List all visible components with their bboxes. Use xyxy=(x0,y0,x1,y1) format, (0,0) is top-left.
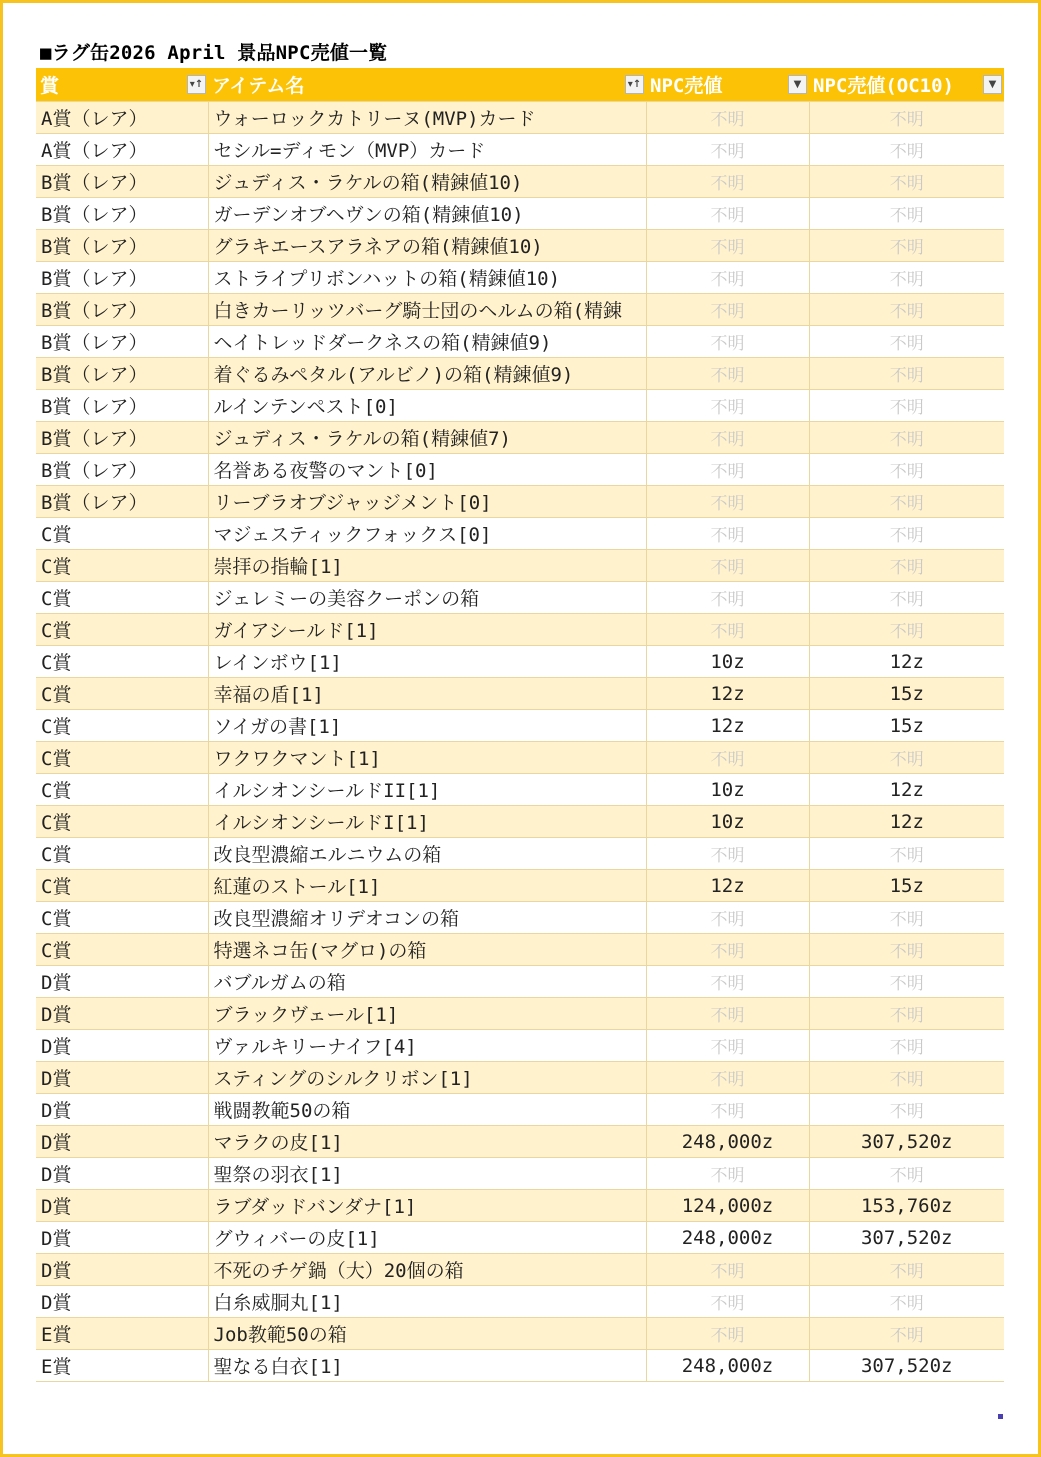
prize-cell: B賞（レア） xyxy=(36,358,208,390)
npc-price-cell: 不明 xyxy=(646,934,809,966)
item-name-cell: 不死のチゲ鍋（大）20個の箱 xyxy=(208,1254,646,1286)
item-name-cell: イルシオンシールドII[1] xyxy=(208,774,646,806)
npc-price-cell: 不明 xyxy=(646,518,809,550)
table-row xyxy=(36,1062,1004,1094)
item-name-cell: イルシオンシールドI[1] xyxy=(208,806,646,838)
item-name-cell: セシル=ディモン（MVP）カード xyxy=(208,134,646,166)
npc-price-cell: 12z xyxy=(646,710,809,742)
npc-price-oc10-cell: 不明 xyxy=(809,1094,1004,1126)
prize-cell: C賞 xyxy=(36,678,208,710)
npc-price-oc10-cell: 不明 xyxy=(809,614,1004,646)
npc-price-oc10-cell: 不明 xyxy=(809,262,1004,294)
npc-price-cell: 10z xyxy=(646,774,809,806)
table-row xyxy=(36,934,1004,966)
npc-price-oc10-cell: 不明 xyxy=(809,134,1004,166)
prize-cell: D賞 xyxy=(36,1222,208,1254)
table-row xyxy=(36,806,1004,838)
npc-price-oc10-cell: 15z xyxy=(809,710,1004,742)
prize-cell: C賞 xyxy=(36,550,208,582)
column-header-label: NPC売値 xyxy=(650,75,723,97)
item-name-cell: 紅蓮のストール[1] xyxy=(208,870,646,902)
prize-cell: C賞 xyxy=(36,774,208,806)
prize-cell: B賞（レア） xyxy=(36,486,208,518)
table-row xyxy=(36,198,1004,230)
prize-cell: B賞（レア） xyxy=(36,326,208,358)
npc-price-oc10-cell: 不明 xyxy=(809,422,1004,454)
prize-cell: D賞 xyxy=(36,1094,208,1126)
table-row xyxy=(36,230,1004,262)
item-name-cell: ワクワクマント[1] xyxy=(208,742,646,774)
npc-price-oc10-cell: 不明 xyxy=(809,1030,1004,1062)
page-title: ■ラグ缶2026 April 景品NPC売値一覧 xyxy=(40,42,388,64)
item-name-cell: 聖祭の羽衣[1] xyxy=(208,1158,646,1190)
column-header-label: NPC売値(OC10) xyxy=(813,75,954,97)
item-name-cell: レインボウ[1] xyxy=(208,646,646,678)
item-name-cell: ルインテンペスト[0] xyxy=(208,390,646,422)
column-header-prize xyxy=(36,68,208,102)
table-row xyxy=(36,358,1004,390)
npc-price-cell: 不明 xyxy=(646,1318,809,1350)
npc-price-oc10-cell: 不明 xyxy=(809,230,1004,262)
sort-filter-icon[interactable]: ▾↑ xyxy=(187,75,206,94)
npc-price-oc10-cell: 不明 xyxy=(809,550,1004,582)
npc-price-oc10-cell: 不明 xyxy=(809,454,1004,486)
npc-price-cell: 12z xyxy=(646,678,809,710)
item-name-cell: 幸福の盾[1] xyxy=(208,678,646,710)
table-row xyxy=(36,646,1004,678)
table-row xyxy=(36,742,1004,774)
table-resize-handle[interactable] xyxy=(998,1414,1003,1419)
npc-price-oc10-cell: 不明 xyxy=(809,518,1004,550)
npc-price-oc10-cell: 不明 xyxy=(809,966,1004,998)
npc-price-cell: 不明 xyxy=(646,294,809,326)
item-name-cell: 崇拝の指輪[1] xyxy=(208,550,646,582)
prize-cell: B賞（レア） xyxy=(36,422,208,454)
item-name-cell: 着ぐるみペタル(アルビノ)の箱(精錬値9) xyxy=(208,358,646,390)
npc-price-oc10-cell: 不明 xyxy=(809,1062,1004,1094)
npc-price-cell: 248,000z xyxy=(646,1350,809,1382)
prize-cell: C賞 xyxy=(36,870,208,902)
npc-price-cell: 不明 xyxy=(646,326,809,358)
table-row xyxy=(36,1222,1004,1254)
item-name-cell: ストライプリボンハットの箱(精錬値10) xyxy=(208,262,646,294)
npc-price-oc10-cell: 不明 xyxy=(809,838,1004,870)
npc-price-cell: 10z xyxy=(646,646,809,678)
table-row xyxy=(36,710,1004,742)
item-name-cell: マラクの皮[1] xyxy=(208,1126,646,1158)
table-row xyxy=(36,1254,1004,1286)
npc-price-cell: 不明 xyxy=(646,742,809,774)
npc-price-cell: 10z xyxy=(646,806,809,838)
npc-price-cell: 不明 xyxy=(646,454,809,486)
npc-price-cell: 不明 xyxy=(646,390,809,422)
item-name-cell: グウィバーの皮[1] xyxy=(208,1222,646,1254)
item-name-cell: 改良型濃縮エルニウムの箱 xyxy=(208,838,646,870)
table-row xyxy=(36,1126,1004,1158)
npc-price-oc10-cell: 不明 xyxy=(809,1158,1004,1190)
item-name-cell: ブラックヴェール[1] xyxy=(208,998,646,1030)
npc-price-oc10-cell: 不明 xyxy=(809,1286,1004,1318)
prize-cell: D賞 xyxy=(36,966,208,998)
npc-price-cell: 不明 xyxy=(646,102,809,134)
item-name-cell: 名誉ある夜警のマント[0] xyxy=(208,454,646,486)
prize-cell: C賞 xyxy=(36,902,208,934)
npc-price-oc10-cell: 不明 xyxy=(809,326,1004,358)
dropdown-filter-icon[interactable]: ▼ xyxy=(788,75,807,94)
npc-price-oc10-cell: 不明 xyxy=(809,902,1004,934)
npc-price-oc10-cell: 不明 xyxy=(809,1254,1004,1286)
npc-price-cell: 不明 xyxy=(646,550,809,582)
table-row xyxy=(36,838,1004,870)
table-row xyxy=(36,518,1004,550)
prize-cell: B賞（レア） xyxy=(36,262,208,294)
prize-cell: E賞 xyxy=(36,1318,208,1350)
npc-price-oc10-cell: 不明 xyxy=(809,102,1004,134)
prize-cell: C賞 xyxy=(36,646,208,678)
table-row xyxy=(36,582,1004,614)
npc-price-cell: 不明 xyxy=(646,230,809,262)
prize-cell: B賞（レア） xyxy=(36,390,208,422)
table-row xyxy=(36,1190,1004,1222)
item-name-cell: バブルガムの箱 xyxy=(208,966,646,998)
item-name-cell: 白きカーリッツバーグ騎士団のヘルムの箱(精錬 xyxy=(208,294,646,326)
table-row xyxy=(36,678,1004,710)
npc-price-cell: 不明 xyxy=(646,838,809,870)
prize-cell: E賞 xyxy=(36,1350,208,1382)
prize-cell: B賞（レア） xyxy=(36,294,208,326)
table-row xyxy=(36,326,1004,358)
prize-cell: D賞 xyxy=(36,1062,208,1094)
prize-cell: C賞 xyxy=(36,582,208,614)
prize-cell: D賞 xyxy=(36,1254,208,1286)
npc-price-cell: 不明 xyxy=(646,422,809,454)
item-name-cell: マジェスティックフォックス[0] xyxy=(208,518,646,550)
column-header-item-name xyxy=(208,68,646,102)
npc-price-oc10-cell: 不明 xyxy=(809,294,1004,326)
table-row xyxy=(36,134,1004,166)
dropdown-filter-icon[interactable]: ▼ xyxy=(983,75,1002,94)
column-header-npc-price xyxy=(646,68,809,102)
npc-price-cell: 不明 xyxy=(646,966,809,998)
npc-price-cell: 不明 xyxy=(646,1286,809,1318)
table-row xyxy=(36,550,1004,582)
prize-cell: D賞 xyxy=(36,1190,208,1222)
prize-cell: D賞 xyxy=(36,998,208,1030)
header-row xyxy=(36,68,1004,102)
npc-price-cell: 不明 xyxy=(646,1094,809,1126)
npc-price-oc10-cell: 12z xyxy=(809,806,1004,838)
npc-price-cell: 不明 xyxy=(646,1062,809,1094)
table-row xyxy=(36,294,1004,326)
prize-cell: C賞 xyxy=(36,518,208,550)
prize-cell: B賞（レア） xyxy=(36,230,208,262)
item-name-cell: スティングのシルクリボン[1] xyxy=(208,1062,646,1094)
item-name-cell: 聖なる白衣[1] xyxy=(208,1350,646,1382)
item-name-cell: ガーデンオブヘヴンの箱(精錬値10) xyxy=(208,198,646,230)
table-row xyxy=(36,1318,1004,1350)
npc-price-cell: 不明 xyxy=(646,614,809,646)
column-header-npc-price-oc10 xyxy=(809,68,1004,102)
item-name-cell: ジュディス・ラケルの箱(精錬値10) xyxy=(208,166,646,198)
prize-cell: C賞 xyxy=(36,710,208,742)
npc-price-cell: 不明 xyxy=(646,198,809,230)
table-row xyxy=(36,422,1004,454)
npc-price-oc10-cell: 不明 xyxy=(809,998,1004,1030)
npc-price-cell: 248,000z xyxy=(646,1126,809,1158)
table-row xyxy=(36,1030,1004,1062)
prize-cell: B賞（レア） xyxy=(36,454,208,486)
npc-price-cell: 12z xyxy=(646,870,809,902)
table-row xyxy=(36,262,1004,294)
npc-price-cell: 不明 xyxy=(646,166,809,198)
table-row xyxy=(36,1286,1004,1318)
prize-table xyxy=(36,68,1004,1382)
item-name-cell: 白糸威胴丸[1] xyxy=(208,1286,646,1318)
prize-cell: C賞 xyxy=(36,934,208,966)
item-name-cell: ヘイトレッドダークネスの箱(精錬値9) xyxy=(208,326,646,358)
column-header-label: アイテム名 xyxy=(212,75,305,97)
prize-cell: D賞 xyxy=(36,1158,208,1190)
item-name-cell: リーブラオブジャッジメント[0] xyxy=(208,486,646,518)
prize-cell: D賞 xyxy=(36,1030,208,1062)
npc-price-cell: 124,000z xyxy=(646,1190,809,1222)
npc-price-cell: 不明 xyxy=(646,1254,809,1286)
column-header-label: 賞 xyxy=(40,75,60,97)
item-name-cell: 改良型濃縮オリデオコンの箱 xyxy=(208,902,646,934)
table-row xyxy=(36,454,1004,486)
npc-price-cell: 不明 xyxy=(646,582,809,614)
npc-price-cell: 不明 xyxy=(646,998,809,1030)
table-row xyxy=(36,1094,1004,1126)
sort-filter-icon[interactable]: ▾↑ xyxy=(625,75,644,94)
table-row xyxy=(36,390,1004,422)
npc-price-oc10-cell: 15z xyxy=(809,870,1004,902)
table-row xyxy=(36,166,1004,198)
prize-cell: B賞（レア） xyxy=(36,198,208,230)
npc-price-oc10-cell: 15z xyxy=(809,678,1004,710)
npc-price-cell: 248,000z xyxy=(646,1222,809,1254)
npc-price-oc10-cell: 不明 xyxy=(809,1318,1004,1350)
table-row xyxy=(36,1158,1004,1190)
npc-price-oc10-cell: 不明 xyxy=(809,358,1004,390)
npc-price-cell: 不明 xyxy=(646,134,809,166)
npc-price-oc10-cell: 307,520z xyxy=(809,1222,1004,1254)
prize-cell: D賞 xyxy=(36,1286,208,1318)
item-name-cell: ラブダッドバンダナ[1] xyxy=(208,1190,646,1222)
npc-price-cell: 不明 xyxy=(646,1030,809,1062)
npc-price-oc10-cell: 不明 xyxy=(809,198,1004,230)
item-name-cell: ジュディス・ラケルの箱(精錬値7) xyxy=(208,422,646,454)
item-name-cell: 戦闘教範50の箱 xyxy=(208,1094,646,1126)
npc-price-oc10-cell: 不明 xyxy=(809,742,1004,774)
table-row xyxy=(36,486,1004,518)
item-name-cell: ガイアシールド[1] xyxy=(208,614,646,646)
item-name-cell: 特選ネコ缶(マグロ)の箱 xyxy=(208,934,646,966)
item-name-cell: Job教範50の箱 xyxy=(208,1318,646,1350)
npc-price-cell: 不明 xyxy=(646,902,809,934)
npc-price-oc10-cell: 307,520z xyxy=(809,1350,1004,1382)
table-row xyxy=(36,774,1004,806)
prize-cell: D賞 xyxy=(36,1126,208,1158)
npc-price-oc10-cell: 不明 xyxy=(809,390,1004,422)
npc-price-oc10-cell: 不明 xyxy=(809,486,1004,518)
npc-price-oc10-cell: 不明 xyxy=(809,166,1004,198)
prize-cell: C賞 xyxy=(36,742,208,774)
table-row xyxy=(36,902,1004,934)
prize-cell: B賞（レア） xyxy=(36,166,208,198)
npc-price-oc10-cell: 307,520z xyxy=(809,1126,1004,1158)
npc-price-cell: 不明 xyxy=(646,262,809,294)
npc-price-cell: 不明 xyxy=(646,358,809,390)
table-row xyxy=(36,102,1004,134)
item-name-cell: ウォーロックカトリーヌ(MVP)カード xyxy=(208,102,646,134)
table-row xyxy=(36,966,1004,998)
item-name-cell: ヴァルキリーナイフ[4] xyxy=(208,1030,646,1062)
item-name-cell: グラキエースアラネアの箱(精錬値10) xyxy=(208,230,646,262)
prize-cell: A賞（レア） xyxy=(36,134,208,166)
prize-cell: C賞 xyxy=(36,806,208,838)
npc-price-oc10-cell: 不明 xyxy=(809,934,1004,966)
table-row xyxy=(36,870,1004,902)
item-name-cell: ソイガの書[1] xyxy=(208,710,646,742)
npc-price-oc10-cell: 12z xyxy=(809,646,1004,678)
prize-cell: A賞（レア） xyxy=(36,102,208,134)
npc-price-cell: 不明 xyxy=(646,486,809,518)
npc-price-oc10-cell: 12z xyxy=(809,774,1004,806)
npc-price-cell: 不明 xyxy=(646,1158,809,1190)
item-name-cell: ジェレミーの美容クーポンの箱 xyxy=(208,582,646,614)
npc-price-oc10-cell: 不明 xyxy=(809,582,1004,614)
npc-price-oc10-cell: 153,760z xyxy=(809,1190,1004,1222)
prize-cell: C賞 xyxy=(36,838,208,870)
table-row xyxy=(36,998,1004,1030)
prize-cell: C賞 xyxy=(36,614,208,646)
table-row xyxy=(36,614,1004,646)
table-row xyxy=(36,1350,1004,1382)
